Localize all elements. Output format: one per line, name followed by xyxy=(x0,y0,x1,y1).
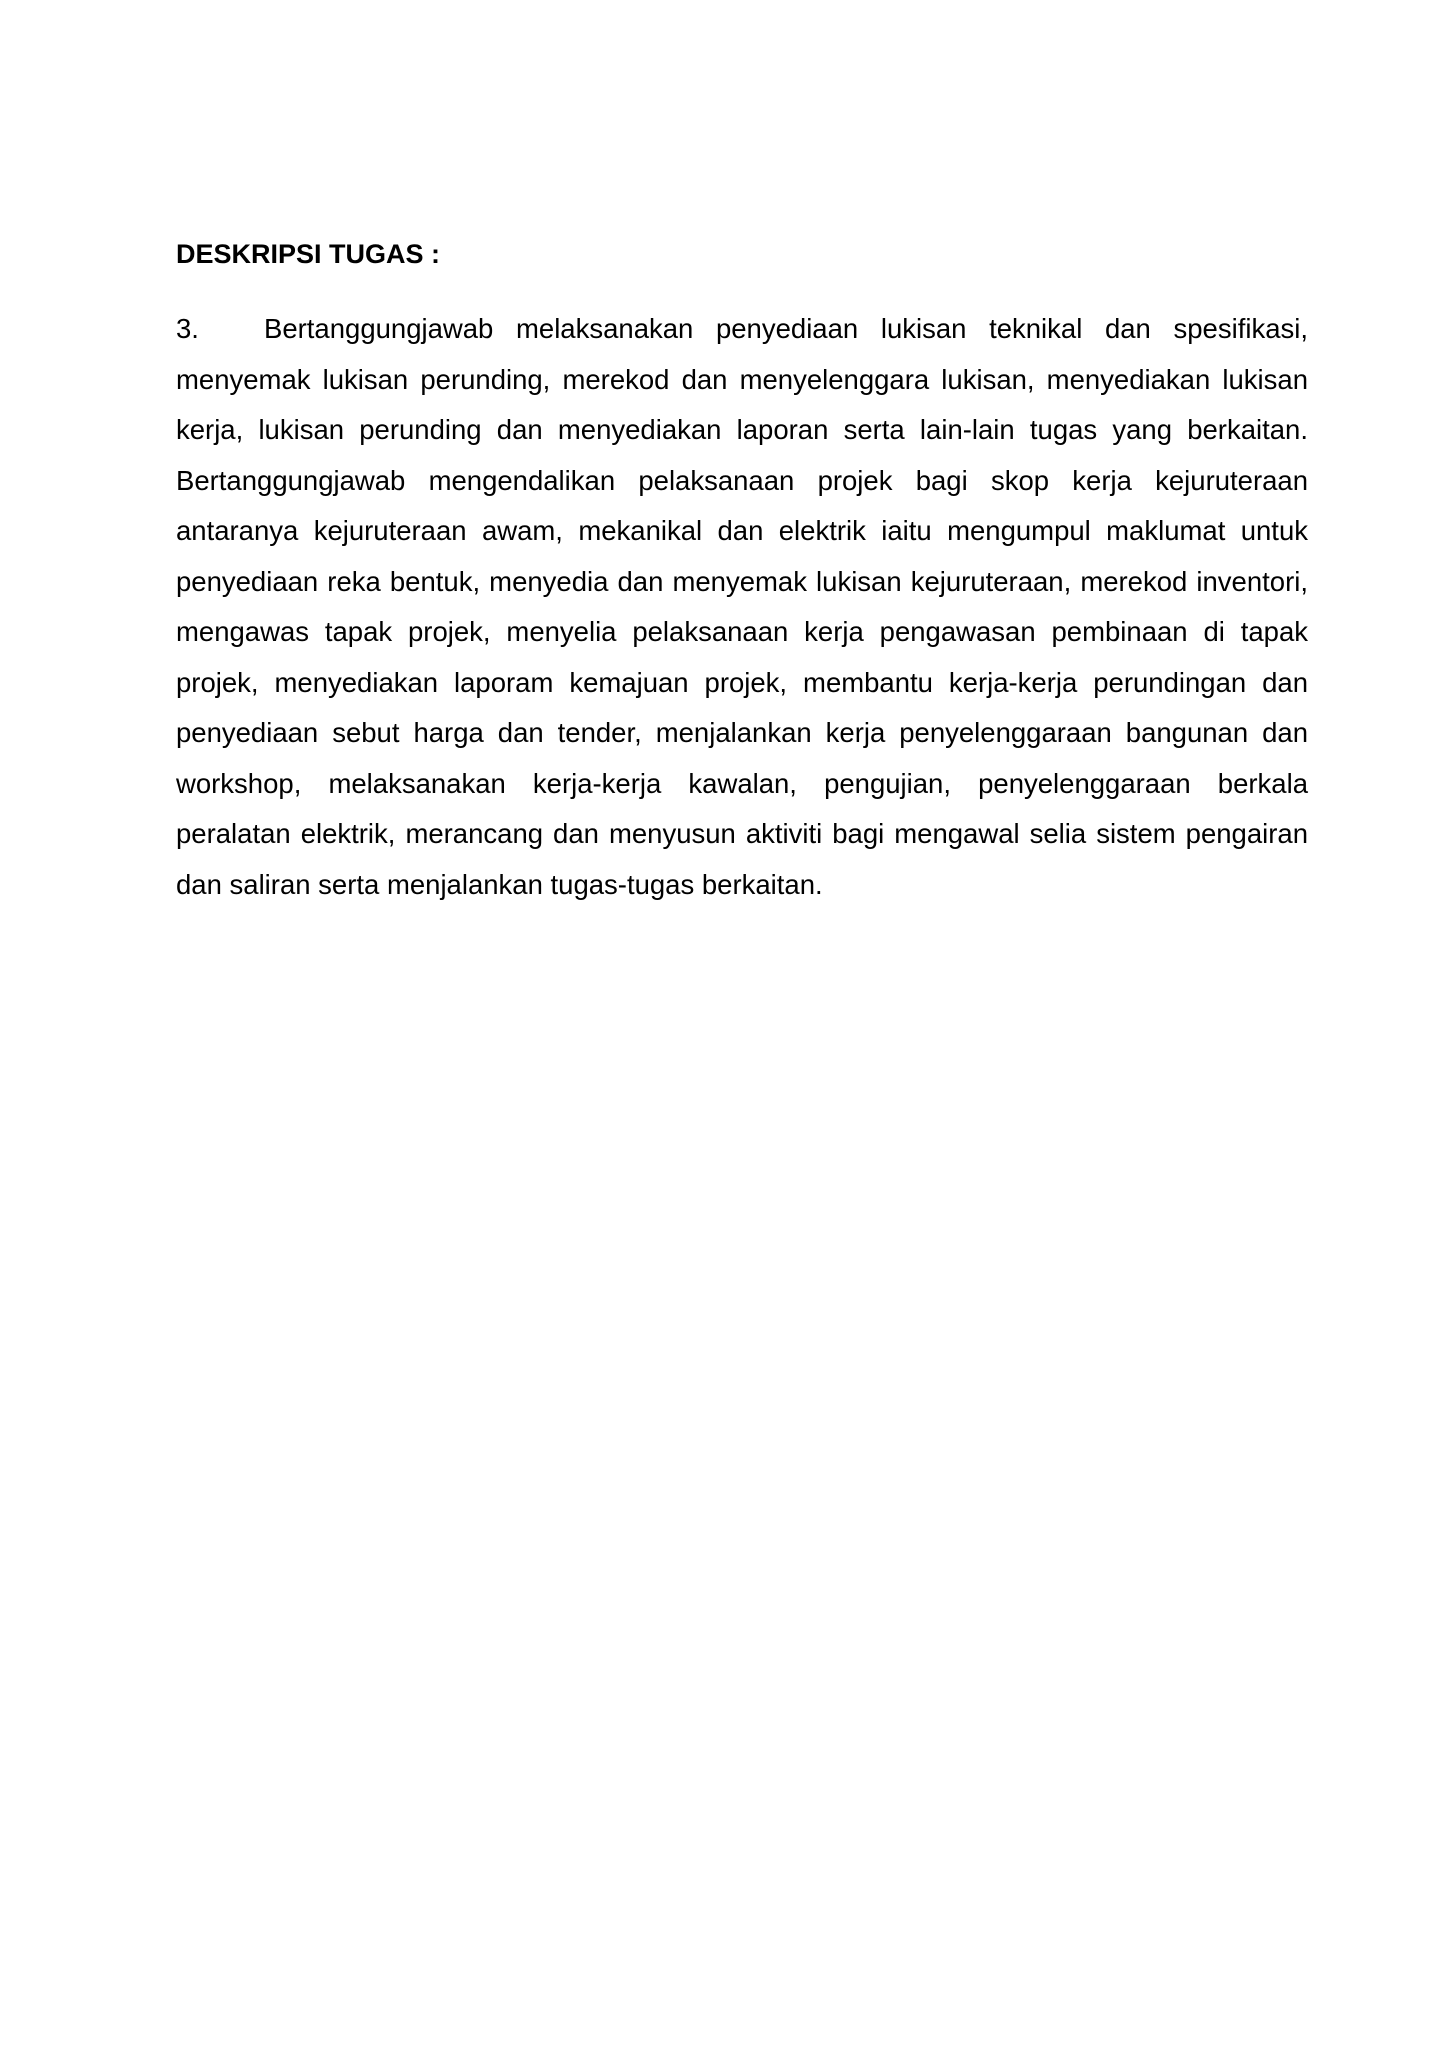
item-number: 3. xyxy=(176,313,199,344)
item-text: Bertanggungjawab melaksanakan penyediaan lukisan teknikal dan spesifikasi, menyemak lukisan perunding, merekod dan menyelenggara lukisan, menyediakan lukisan kerja, lukisan perunding dan menyediakan laporan serta lain-lain tugas yang berkaitan. Bertanggungjawab mengendalikan pelaksanaan projek bagi skop kerja kejuruteraan antaranya kejuruteraan awam, mekanikal dan elektrik iaitu mengumpul maklumat untuk penyediaan reka bentuk, menyedia dan menyemak lukisan kejuruteraan, merekod inventori, mengawas tapak projek, menyelia pelaksanaan kerja pengawasan pembinaan di tapak projek, menyediakan laporam kemajuan projek, membantu kerja-kerja perundingan dan penyediaan sebut harga dan tender, menjalankan kerja penyelenggaraan bangunan dan workshop, melaksanakan kerja-kerja kawalan, pengujian, penyelenggaraan berkala peralatan elektrik, merancang dan menyusun aktiviti bagi mengawal selia sistem pengairan dan saliran serta menjalankan tugas-tugas berkaitan. xyxy=(176,313,1308,900)
document-content xyxy=(176,234,1308,910)
section-heading: DESKRIPSI TUGAS : xyxy=(176,239,441,269)
task-description-item xyxy=(176,304,1308,910)
